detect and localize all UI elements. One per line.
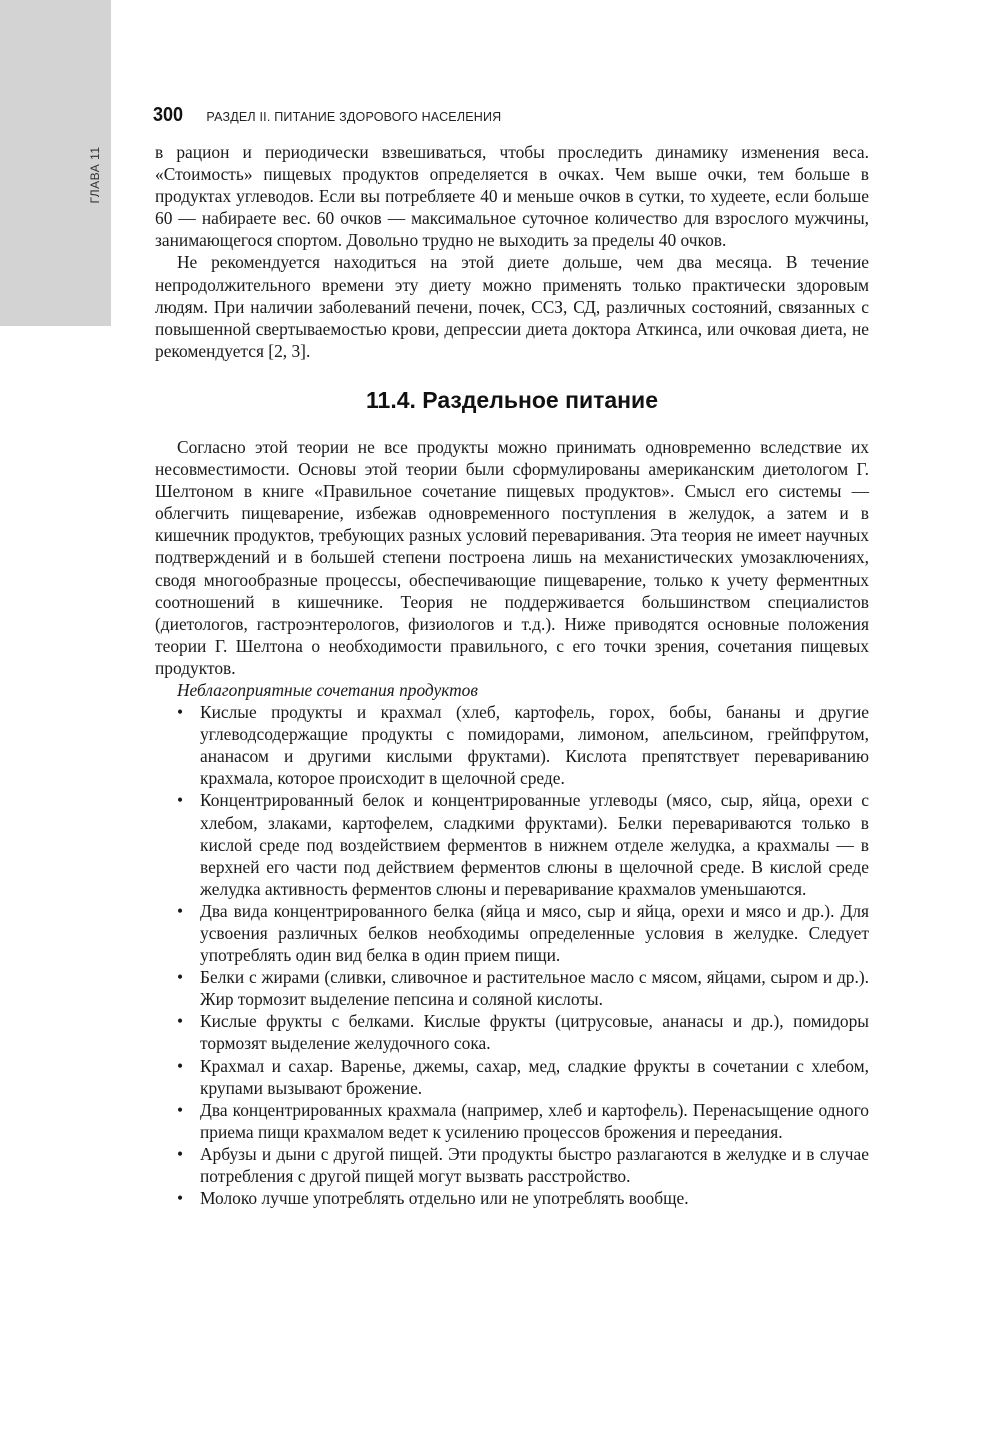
list-item-text: Кислые продукты и крахмал (хлеб, картофель, горох, бобы, бананы и другие углеводсодержащие продукты с помидорами, лимоном, апельсином, грейпфрутом, ананасом и другими кислыми фруктами). Кислота препятствует перевариванию крахмала, которое происходит в щелочной среде.	[200, 702, 869, 789]
paragraph-atkins-warning: Не рекомендуется находиться на этой диете дольше, чем два месяца. В течение непродолжительного времени эту диету можно применять только практически здоровым людям. При наличии заболеваний печени, почек, ССЗ, СД, различных состояний, связанных с повышенной свертываемостью крови, депрессии диета доктора Аткинса, или очковая диета, не рекомендуется [2, 3].	[155, 252, 869, 361]
bullet-icon: •	[177, 1011, 184, 1032]
bullet-icon: •	[177, 1099, 184, 1120]
paragraph-continued: в рацион и периодически взвешиваться, чтобы проследить динамику изменения веса. «Стоимость» пищевых продуктов определяется в очках. Чем выше очки, тем больше в продуктах углеводов. Если вы потребляете 40 и меньше очков в сутки, то худеете, если больше 60 — набираете вес. 60 очков — максимальное суточное количество для взрослого мужчины, занимающегося спортом. Довольно трудно не выходить за пределы 40 очков.	[155, 142, 869, 251]
list-item	[155, 1099, 869, 1143]
combinations-list	[155, 701, 869, 1209]
list-item-text: Белки с жирами (сливки, сливочное и растительное масло с мясом, яйцами, сыром и др.). Жир тормозит выделение пепсина и соляной кислоты.	[200, 967, 869, 1010]
list-item	[155, 1010, 869, 1054]
list-subheading: Неблагоприятные сочетания продуктов	[177, 679, 478, 700]
list-item-text: Арбузы и дыни с другой пищей. Эти продукты быстро разлагаются в желудке и в случае потребления с другой пищей могут вызвать расстройство.	[200, 1143, 869, 1187]
bullet-icon: •	[177, 1055, 184, 1076]
bullet-icon: •	[177, 1143, 184, 1164]
chapter-label: ГЛАВА 11	[88, 146, 102, 204]
list-item	[155, 1143, 869, 1187]
bullet-icon: •	[177, 702, 184, 723]
list-item	[155, 966, 869, 1010]
list-item	[155, 1055, 869, 1099]
list-item	[155, 900, 869, 966]
list-item	[155, 789, 869, 899]
running-section-title: РАЗДЕЛ II. ПИТАНИЕ ЗДОРОВОГО НАСЕЛЕНИЯ	[206, 110, 502, 124]
page-content	[155, 141, 869, 1209]
list-item-text: Два концентрированных крахмала (например, хлеб и картофель). Перенасыщение одного приема пищи крахмалом ведет к усилению процессов брожения и переедания.	[200, 1099, 869, 1142]
list-item-text: Крахмал и сахар. Варенье, джемы, сахар, мед, сладкие фрукты в сочетании с хлебом, крупами вызывают брожение.	[200, 1055, 869, 1098]
list-item-text: Молоко лучше употреблять отдельно или не употреблять вообще.	[200, 1188, 689, 1209]
bullet-icon: •	[177, 1188, 184, 1209]
bullet-icon: •	[177, 900, 184, 921]
list-item-text: Кислые фрукты с белками. Кислые фрукты (цитрусовые, ананасы и др.), помидоры тормозят выделение желудочного сока.	[200, 1011, 869, 1054]
section-heading: 11.4. Раздельное питание	[366, 386, 658, 413]
running-head	[153, 104, 873, 130]
page-number: 300	[153, 104, 184, 126]
list-item-text: Концентрированный белок и концентрированные углеводы (мясо, сыр, яйца, орехи с хлебом, злаками, картофелем, сладкими фруктами). Белки перевариваются только в кислой среде под воздействием ферментов в нижнем отделе желудка, а крахмалы — в верхней его части под действием ферментов слюны в щелочной среде. В кислой среде желудка активность ферментов слюны и переваривание крахмалов уменьшаются.	[200, 790, 869, 899]
list-item	[155, 1187, 869, 1209]
bullet-icon: •	[177, 967, 184, 988]
list-item-text: Два вида концентрированного белка (яйца и мясо, сыр и яйца, орехи и мясо и др.). Для усвоения различных белков необходимы определенные условия в желудке. Следует употреблять один вид белка в один прием пищи.	[200, 900, 869, 966]
list-item	[155, 701, 869, 789]
paragraph-intro: Согласно этой теории не все продукты можно принимать одновременно вследствие их несовместимости. Основы этой теории были сформулированы американским диетологом Г. Шелтоном в книге «Правильное сочетание пищевых продуктов». Смысл его системы — облегчить пищеварение, избежав одновременного поступления в желудок, а затем и в кишечник продуктов, требующих разных условий переваривания. Эта теория не имеет научных подтверждений и в большей степени построена лишь на механистических умозаключениях, сводя многообразные процессы, обеспечивающие пищеварение, только к учету ферментных соотношений в кишечнике. Теория не поддерживается большинством специалистов (диетологов, гастроэнтерологов, физиологов и т.д.). Ниже приводятся основные положения теории Г. Шелтона о необходимости правильного, с его точки зрения, сочетания пищевых продуктов.	[155, 436, 869, 678]
bullet-icon: •	[177, 790, 184, 811]
